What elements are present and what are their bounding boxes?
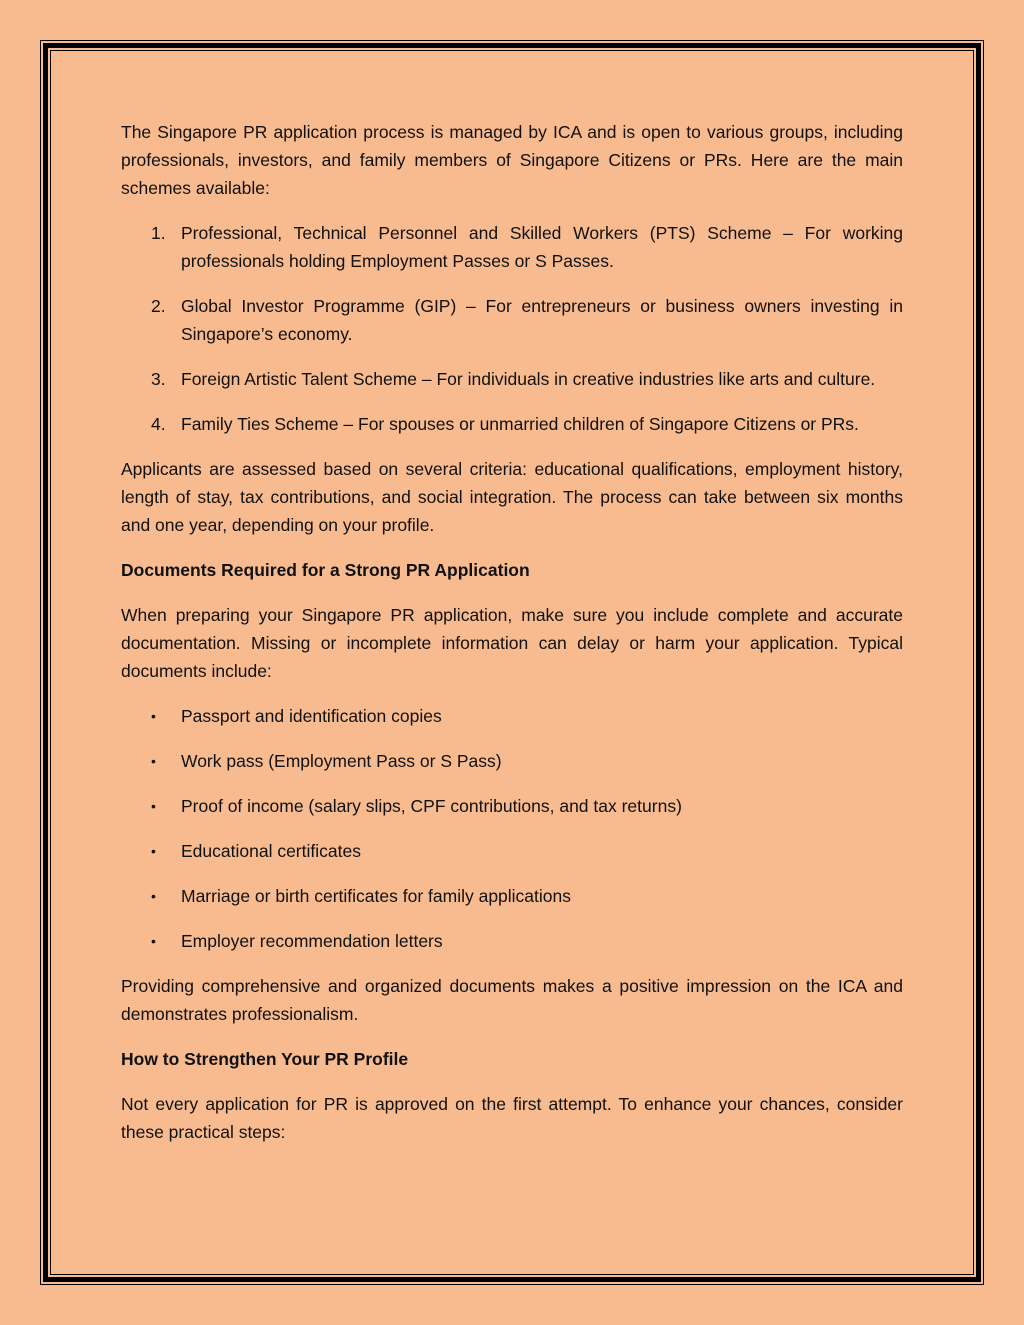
scheme-number: 4.	[151, 414, 166, 434]
schemes-list	[121, 219, 903, 438]
document-item	[121, 837, 903, 865]
strengthen-intro-paragraph: Not every application for PR is approved on the first attempt. To enhance your chances, consider these practical steps:	[121, 1094, 903, 1142]
scheme-item	[121, 219, 903, 275]
document-item	[121, 927, 903, 955]
documents-heading: Documents Required for a Strong PR Application	[121, 560, 530, 580]
document-item	[121, 792, 903, 820]
document-body	[121, 118, 903, 1163]
scheme-number: 3.	[151, 369, 166, 389]
criteria-paragraph: Applicants are assessed based on several criteria: educational qualifications, employment history, length of stay, tax contributions, and social integration. The process can take between six months and one year, depending on your profile.	[121, 459, 903, 535]
scheme-item	[121, 365, 903, 393]
document-text: Proof of income (salary slips, CPF contributions, and tax returns)	[181, 796, 682, 816]
bullet-icon: •	[151, 933, 156, 949]
documents-intro-paragraph: When preparing your Singapore PR application, make sure you include complete and accurate documentation. Missing or incomplete information can delay or harm your application. Typical documents include:	[121, 605, 903, 681]
document-item	[121, 702, 903, 730]
document-text: Educational certificates	[181, 841, 361, 861]
scheme-item	[121, 292, 903, 348]
scheme-number: 2.	[151, 296, 166, 316]
document-item	[121, 747, 903, 775]
bullet-icon: •	[151, 798, 156, 814]
document-text: Work pass (Employment Pass or S Pass)	[181, 751, 502, 771]
document-text: Marriage or birth certificates for family applications	[181, 886, 572, 906]
scheme-text: Family Ties Scheme – For spouses or unmarried children of Singapore Citizens or PRs.	[181, 414, 859, 434]
documents-list	[121, 702, 903, 955]
bullet-icon: •	[151, 843, 156, 859]
document-item	[121, 882, 903, 910]
bullet-icon: •	[151, 888, 156, 904]
scheme-number: 1.	[151, 223, 166, 243]
document-text: Employer recommendation letters	[181, 931, 443, 951]
bullet-icon: •	[151, 708, 156, 724]
scheme-text: Global Investor Programme (GIP) – For entrepreneurs or business owners investing in Singapore’s economy.	[181, 296, 903, 344]
scheme-text: Foreign Artistic Talent Scheme – For individuals in creative industries like arts and culture.	[181, 369, 876, 389]
bullet-icon: •	[151, 753, 156, 769]
strengthen-heading: How to Strengthen Your PR Profile	[121, 1049, 409, 1069]
scheme-item	[121, 410, 903, 438]
intro-paragraph: The Singapore PR application process is managed by ICA and is open to various groups, including professionals, investors, and family members of Singapore Citizens or PRs. Here are the main schemes available:	[121, 122, 903, 198]
document-text: Passport and identification copies	[181, 706, 442, 726]
documents-outro-paragraph: Providing comprehensive and organized documents makes a positive impression on the ICA and demonstrates professionalism.	[121, 976, 903, 1024]
scheme-text: Professional, Technical Personnel and Skilled Workers (PTS) Scheme – For working professionals holding Employment Passes or S Passes.	[181, 223, 903, 271]
